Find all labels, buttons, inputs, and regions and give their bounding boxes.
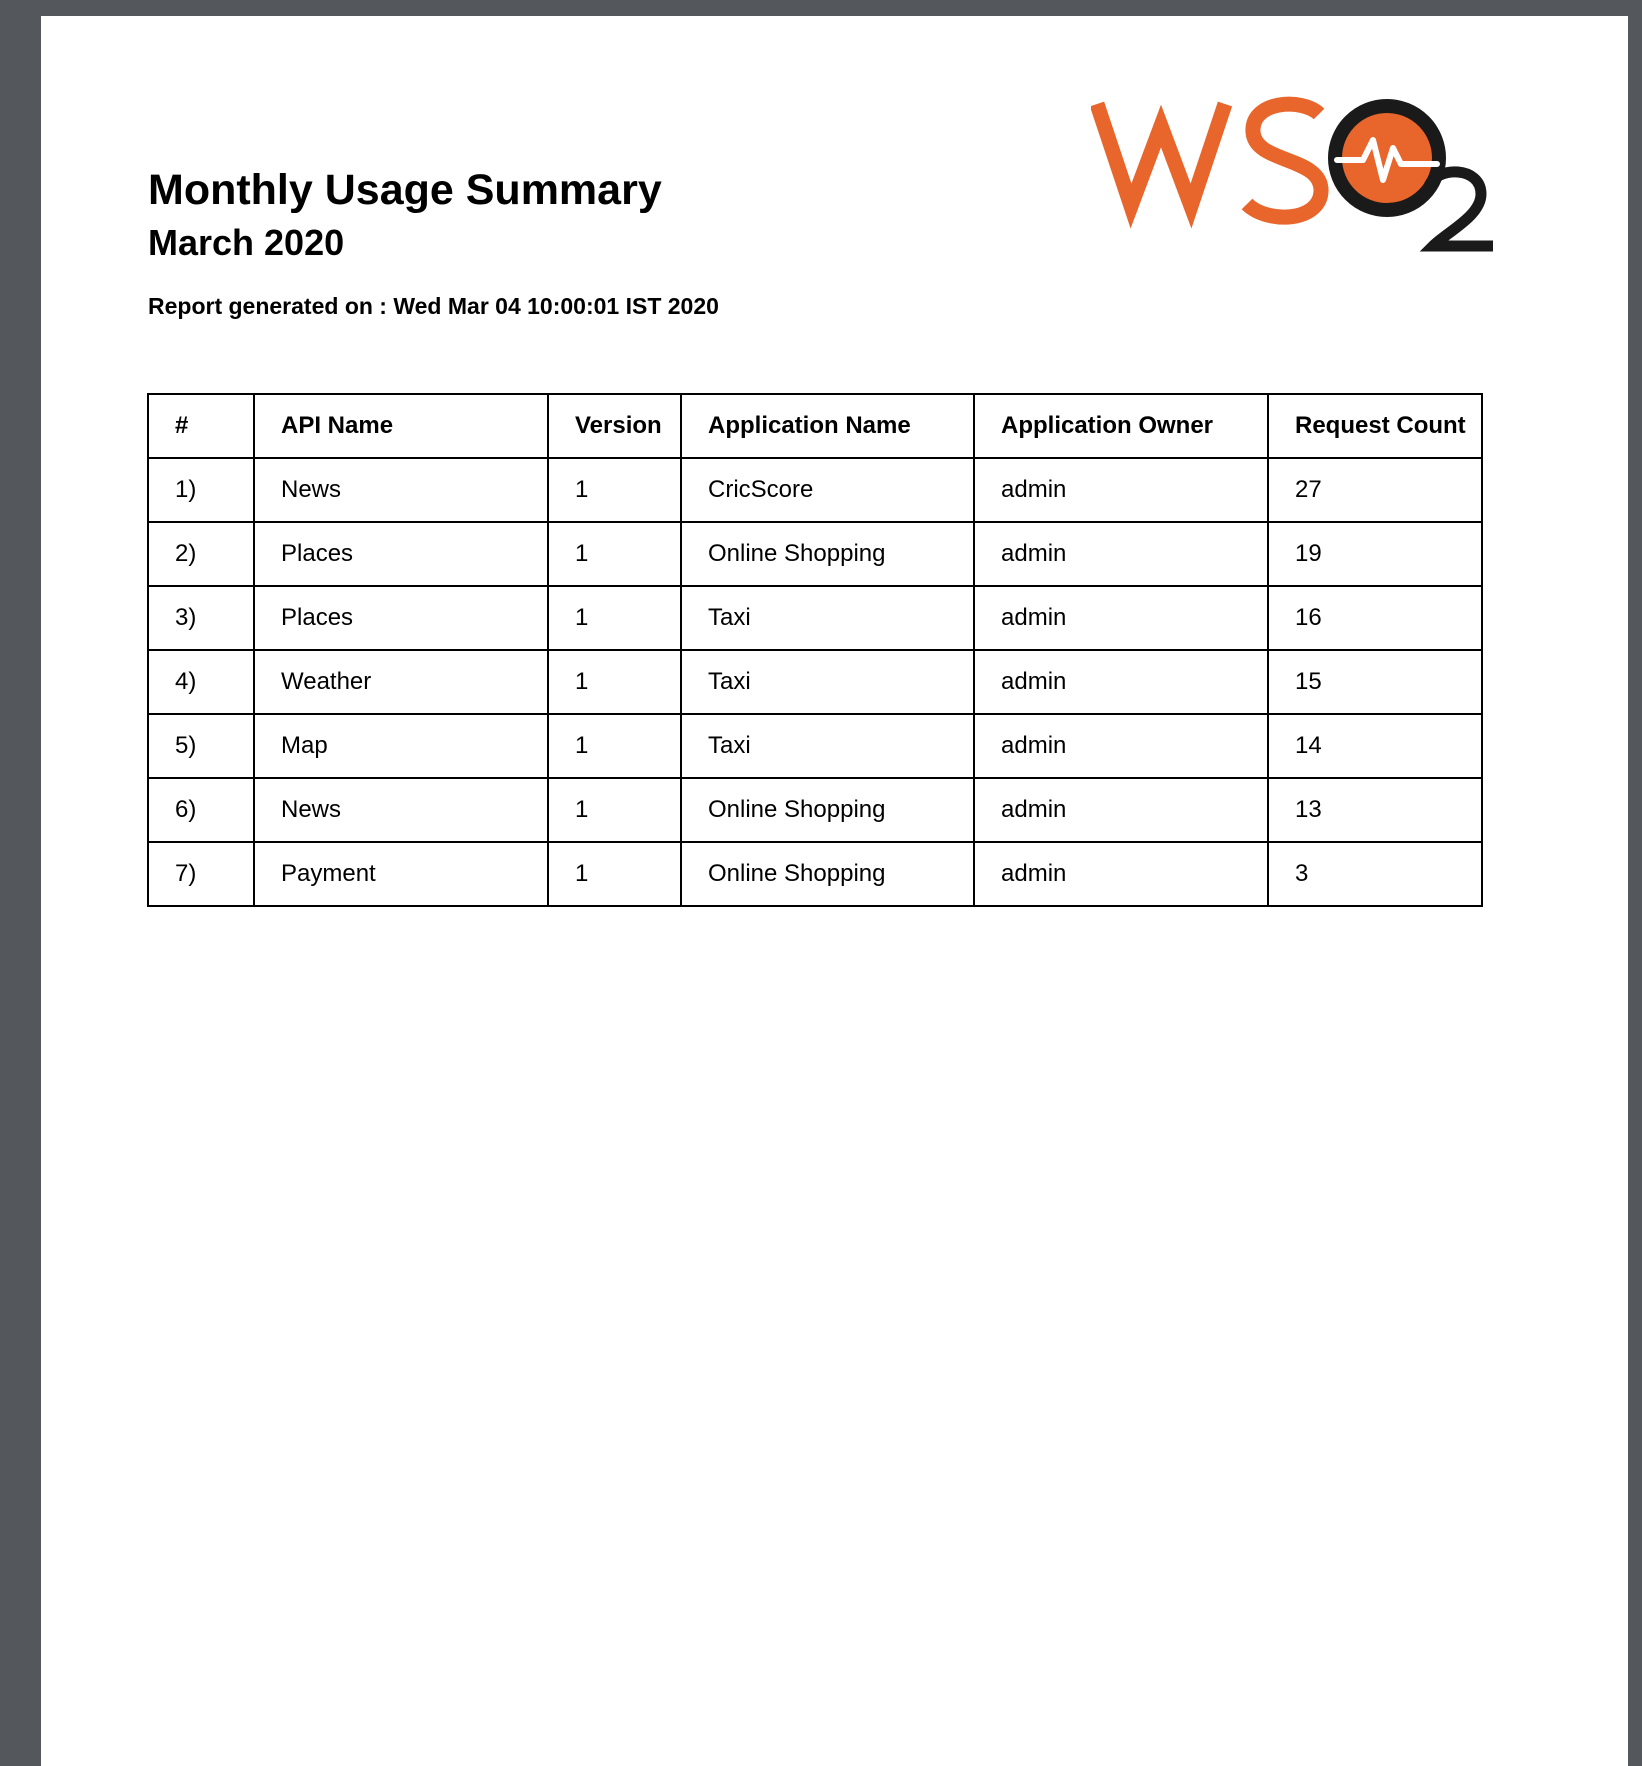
logo-letter-w <box>1097 104 1225 206</box>
api-name-cell: Map <box>254 714 548 778</box>
row-number: 3) <box>148 586 254 650</box>
version-cell: 1 <box>548 778 681 842</box>
request-count-cell: 3 <box>1268 842 1482 906</box>
api-name-cell: News <box>254 458 548 522</box>
api-name-cell: Weather <box>254 650 548 714</box>
wso2-logo <box>1091 76 1521 266</box>
request-count-cell: 27 <box>1268 458 1482 522</box>
request-count-cell: 14 <box>1268 714 1482 778</box>
row-number: 5) <box>148 714 254 778</box>
table-row <box>148 586 1482 650</box>
row-number: 6) <box>148 778 254 842</box>
row-number: 7) <box>148 842 254 906</box>
usage-table <box>147 393 1483 907</box>
report-page <box>41 16 1628 1766</box>
application-name-cell: CricScore <box>681 458 974 522</box>
application-owner-cell: admin <box>974 522 1268 586</box>
column-header-number: # <box>148 394 254 458</box>
version-cell: 1 <box>548 714 681 778</box>
request-count-cell: 15 <box>1268 650 1482 714</box>
column-header-application-name: Application Name <box>681 394 974 458</box>
api-name-cell: Places <box>254 522 548 586</box>
row-number: 1) <box>148 458 254 522</box>
application-owner-cell: admin <box>974 458 1268 522</box>
table-row <box>148 842 1482 906</box>
logo-letter-s <box>1247 104 1321 217</box>
report-generated-timestamp: Report generated on : Wed Mar 04 10:00:01 IST 2020 <box>148 293 719 319</box>
row-number: 2) <box>148 522 254 586</box>
version-cell: 1 <box>548 650 681 714</box>
column-header-api-name: API Name <box>254 394 548 458</box>
table-header-row <box>148 394 1482 458</box>
application-owner-cell: admin <box>974 842 1268 906</box>
application-name-cell: Taxi <box>681 650 974 714</box>
table-row <box>148 522 1482 586</box>
table-row <box>148 458 1482 522</box>
request-count-cell: 19 <box>1268 522 1482 586</box>
version-cell: 1 <box>548 458 681 522</box>
application-name-cell: Taxi <box>681 586 974 650</box>
page-title: Monthly Usage Summary <box>148 166 662 214</box>
api-name-cell: News <box>254 778 548 842</box>
application-owner-cell: admin <box>974 650 1268 714</box>
table-row <box>148 650 1482 714</box>
application-owner-cell: admin <box>974 586 1268 650</box>
table-row <box>148 714 1482 778</box>
request-count-cell: 13 <box>1268 778 1482 842</box>
row-number: 4) <box>148 650 254 714</box>
application-name-cell: Taxi <box>681 714 974 778</box>
version-cell: 1 <box>548 842 681 906</box>
version-cell: 1 <box>548 522 681 586</box>
column-header-request-count: Request Count <box>1268 394 1482 458</box>
api-name-cell: Places <box>254 586 548 650</box>
application-name-cell: Online Shopping <box>681 522 974 586</box>
version-cell: 1 <box>548 586 681 650</box>
application-owner-cell: admin <box>974 714 1268 778</box>
report-period: March 2020 <box>148 222 345 263</box>
api-name-cell: Payment <box>254 842 548 906</box>
application-name-cell: Online Shopping <box>681 842 974 906</box>
column-header-version: Version <box>548 394 681 458</box>
application-owner-cell: admin <box>974 778 1268 842</box>
column-header-application-owner: Application Owner <box>974 394 1268 458</box>
request-count-cell: 16 <box>1268 586 1482 650</box>
application-name-cell: Online Shopping <box>681 778 974 842</box>
table-row <box>148 778 1482 842</box>
